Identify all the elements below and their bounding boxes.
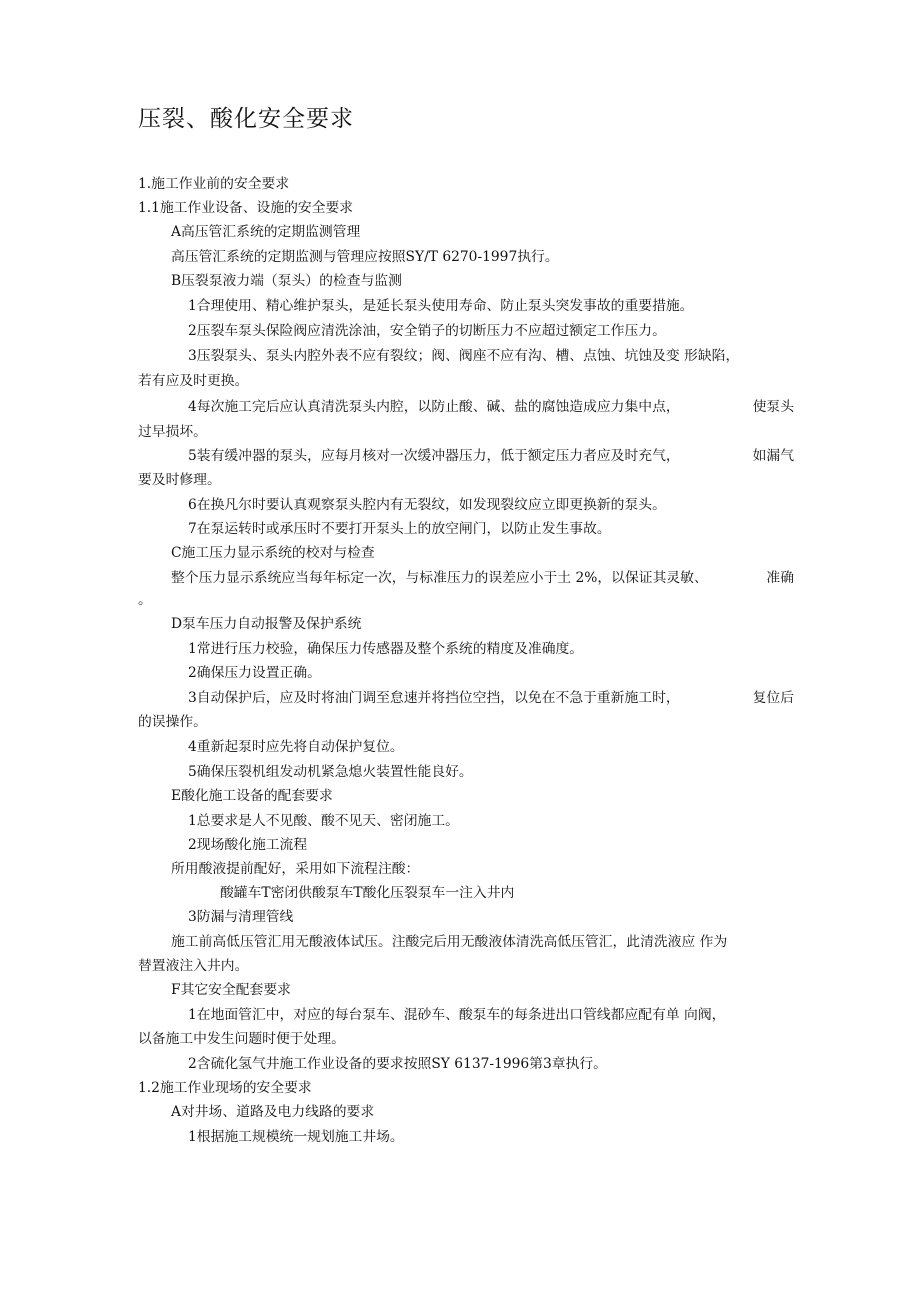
item-heading: C施工压力显示系统的校对与检查 bbox=[171, 545, 375, 561]
list-item: 5确保压裂机组发动机紧急熄火装置性能良好。 bbox=[188, 764, 473, 780]
paragraph-continuation: 。 bbox=[138, 592, 152, 608]
list-item-tail: 使泵头 bbox=[752, 399, 794, 415]
paragraph-continuation: 的误操作。 bbox=[138, 714, 207, 730]
list-item: 4重新起泵时应先将自动保护复位。 bbox=[188, 739, 404, 755]
paragraph-continuation: 要及时修理。 bbox=[138, 472, 221, 488]
list-item: 2压裂车泵头保险阀应清洗涂油，安全销子的切断压力不应超过额定工作压力。 bbox=[188, 323, 666, 339]
list-item-text: 5装有缓冲器的泵头，应每月核对一次缓冲器压力，低于额定压力者应及时充气， bbox=[188, 448, 680, 464]
item-heading: D泵车压力自动报警及保护系统 bbox=[171, 616, 362, 632]
paragraph-continuation: 若有应及时更换。 bbox=[138, 373, 249, 389]
subsection-heading: 1.1施工作业设备、设施的安全要求 bbox=[138, 200, 354, 216]
paragraph-continuation: 替置液注入井内。 bbox=[138, 958, 249, 974]
list-item: 1合理使用、精心维护泵头，是延长泵头使用寿命、防止泵头突发事故的重要措施。 bbox=[188, 298, 694, 314]
list-item bbox=[188, 444, 794, 468]
item-heading: B压裂泵液力端（泵头）的检查与监测 bbox=[171, 273, 402, 289]
list-item bbox=[188, 686, 794, 710]
list-item: 1总要求是人不见酸、酸不见天、密闭施工。 bbox=[188, 813, 459, 829]
list-item: 1在地面管汇中，对应的每台泵车、混砂车、酸泵车的每条进出口管线都应配有单 向阀， bbox=[188, 1007, 726, 1023]
list-item: 2含硫化氢气井施工作业设备的要求按照SY 6137-1996第3章执行。 bbox=[188, 1056, 607, 1072]
paragraph-continuation: 过早损坏。 bbox=[138, 424, 207, 440]
paragraph-line bbox=[171, 566, 794, 590]
document-title: 压裂、酸化安全要求 bbox=[138, 106, 354, 132]
item-heading: A高压管汇系统的定期监测管理 bbox=[171, 224, 361, 240]
list-item-tail: 如漏气 bbox=[752, 448, 794, 464]
list-item: 3压裂泵头、泵头内腔外表不应有裂纹；阀、阀座不应有沟、槽、点蚀、坑蚀及变 形缺陷， bbox=[188, 348, 740, 364]
paragraph-tail: 准确 bbox=[766, 570, 794, 586]
list-item-text: 3自动保护后，应及时将油门调至怠速并将挡位空挡，以免在不急于重新施工时， bbox=[188, 690, 680, 706]
list-item-tail: 复位后 bbox=[752, 690, 794, 706]
paragraph-continuation: 以备施工中发生问题时便于处理。 bbox=[138, 1031, 345, 1047]
list-item-text: 4每次施工完后应认真清洗泵头内腔，以防止酸、碱、盐的腐蚀造成应力集中点， bbox=[188, 399, 680, 415]
list-item: 1根据施工规模统一规划施工井场。 bbox=[188, 1129, 404, 1145]
item-heading: E酸化施工设备的配套要求 bbox=[171, 788, 333, 804]
item-heading: F其它安全配套要求 bbox=[171, 982, 291, 998]
item-heading: A对井场、道路及电力线路的要求 bbox=[171, 1104, 375, 1120]
list-item: 2现场酸化施工流程 bbox=[188, 837, 308, 853]
list-item: 1常进行压力校验，确保压力传感器及整个系统的精度及准确度。 bbox=[188, 641, 584, 657]
list-item: 7在泵运转时或承压时不要打开泵头上的放空闸门，以防止发生事故。 bbox=[188, 521, 611, 537]
list-item: 3防漏与清理管线 bbox=[188, 909, 294, 925]
paragraph-text: 整个压力显示系统应当每年标定一次，与标准压力的误差应小于土 2%，以保证其灵敏、 bbox=[171, 570, 708, 586]
list-item: 2确保压力设置正确。 bbox=[188, 665, 321, 681]
list-item: 6在换凡尔时要认真观察泵头腔内有无裂纹，如发现裂纹应立即更换新的泵头。 bbox=[188, 497, 666, 513]
paragraph-line: 所用酸液提前配好，采用如下流程注酸： bbox=[171, 861, 420, 877]
section-heading: 1.施工作业前的安全要求 bbox=[138, 176, 290, 192]
subsection-heading: 1.2施工作业现场的安全要求 bbox=[138, 1080, 312, 1096]
paragraph-line: 施工前高低压管汇用无酸液体试压。注酸完后用无酸液体清洗高低压管汇，此清洗液应 作为 bbox=[171, 934, 728, 950]
list-item bbox=[188, 395, 794, 419]
process-flow: 酸罐车T密闭供酸泵车T酸化压裂泵车一注入井内 bbox=[220, 885, 515, 901]
paragraph-line: 高压管汇系统的定期监测与管理应按照SY/T 6270-1997执行。 bbox=[171, 249, 559, 265]
